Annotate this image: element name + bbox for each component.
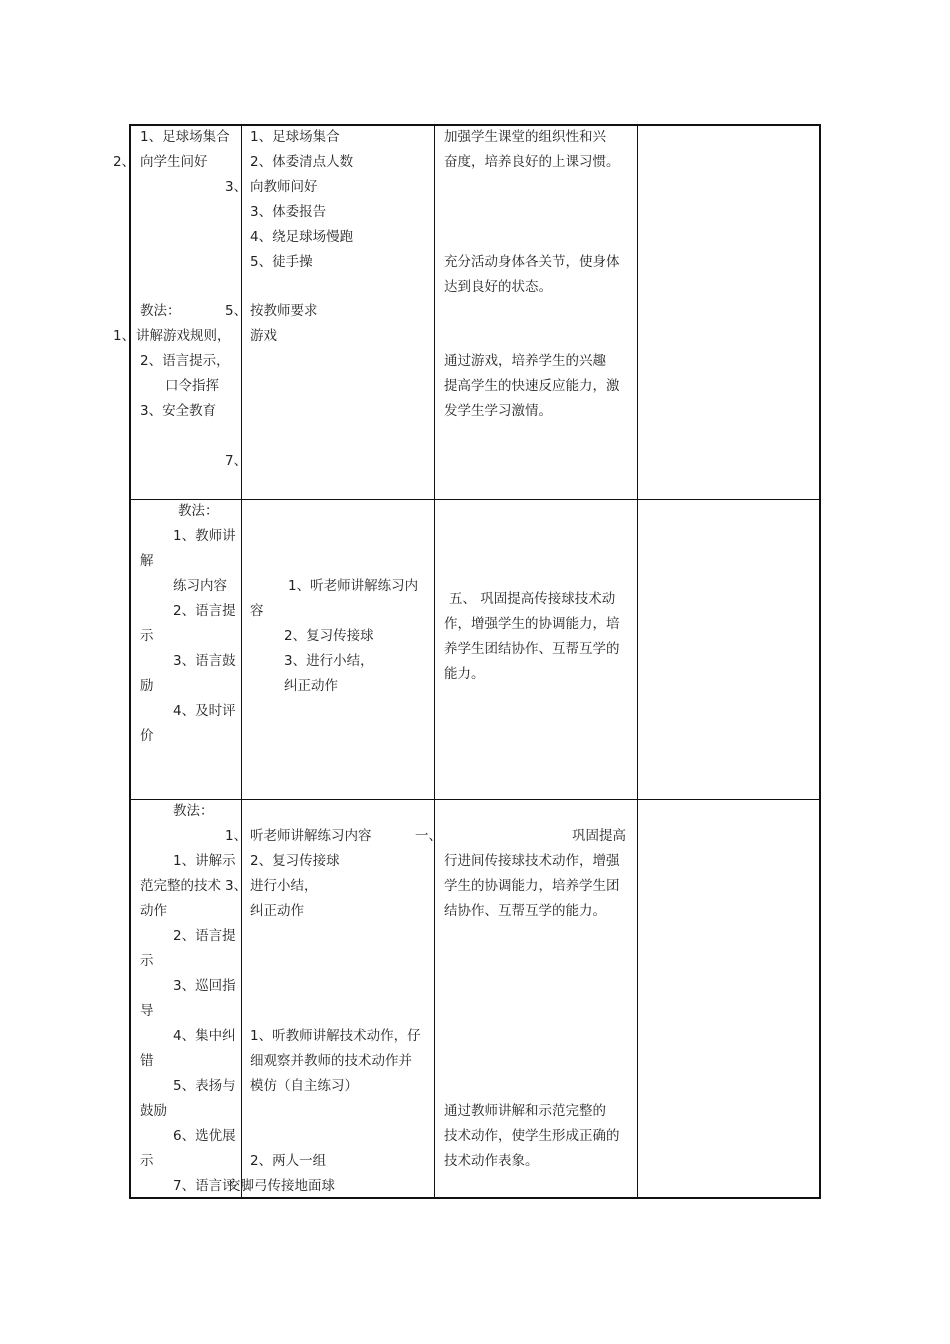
row2-col1-text: 解	[140, 553, 154, 569]
row3-col2-text: 模仿（自主练习）	[250, 1078, 358, 1094]
row3-col1-text: 4、集中纠	[173, 1028, 236, 1044]
row1-col2-text: 1、足球场集合	[250, 129, 340, 145]
row2-col1-text: 2、语言提	[173, 603, 236, 619]
row2-col1-text: 3、语言鼓	[173, 653, 236, 669]
row1-col3-text: 达到良好的状态。	[444, 279, 552, 295]
row1-col2-text: 2、体委清点人数	[250, 154, 354, 170]
row3-col3-text: 通过教师讲解和示范完整的	[444, 1103, 606, 1119]
row1-col3-text: 提高学生的快速反应能力，激	[444, 378, 620, 394]
row1-col1-text: 3、安全教育	[140, 403, 217, 419]
row3-col2-text: 2、复习传接球	[250, 853, 340, 869]
row3-col1-text: 2、语言提	[173, 928, 236, 944]
row3-col1-text: 1、讲解示	[173, 853, 236, 869]
row3-col1-text: 教法：	[173, 803, 214, 819]
row1-col1-text: 1、	[113, 328, 136, 344]
row2-col2-text: 2、复习传接球	[284, 628, 374, 644]
row2-col1-text: 1、教师讲	[173, 528, 236, 544]
row3-col2-text: 纠正动作	[250, 903, 304, 919]
row1-col1-text: 5、	[225, 303, 248, 319]
row3-col1-text: 动作	[140, 903, 167, 919]
row3-col2-text: 进行小结，	[250, 878, 318, 894]
row1-col3-text: 通过游戏，培养学生的兴趣	[444, 353, 606, 369]
row3-col3-text: 巩固提高	[572, 828, 626, 844]
row3-col1-text: 范完整的技术	[140, 878, 221, 894]
row1-col1-text: 2、语言提示，	[140, 353, 230, 369]
column-divider	[637, 124, 638, 1199]
row3-col3-text: 学生的协调能力，培养学生团	[444, 878, 620, 894]
column-divider	[434, 124, 435, 1199]
row1-col1-text: 口令指挥	[165, 378, 219, 394]
row1-col3-text: 充分活动身体各关节，使身体	[444, 254, 620, 270]
row3-col2-text: 2、两人一组	[250, 1153, 327, 1169]
row2-col1-text: 练习内容	[173, 578, 227, 594]
row1-col1-text: 7、	[225, 453, 248, 469]
row1-col1-text: 2、	[113, 154, 136, 170]
row3-col2-text: 一、	[415, 828, 442, 844]
row3-col1-text: 5、表扬与	[173, 1078, 236, 1094]
row2-col2-text: 容	[250, 603, 264, 619]
row1-col1-text: 教法：	[140, 303, 181, 319]
column-divider	[241, 124, 242, 1199]
row1-col1-text: 1、足球场集合	[140, 129, 230, 145]
row3-col2-text: 细观察并教师的技术动作并	[250, 1053, 412, 1069]
row3-col3-text: 结协作、互帮互学的能力。	[444, 903, 606, 919]
row1-col2-text: 按教师要求	[250, 303, 318, 319]
row3-col2-text: 交脚弓传接地面球	[227, 1178, 335, 1194]
row3-col1-text: 鼓励	[140, 1103, 167, 1119]
row2-col3-text: 能力。	[444, 666, 485, 682]
row2-col1-text: 价	[140, 728, 154, 744]
row1-col2-text: 4、绕足球场慢跑	[250, 229, 354, 245]
row1-col2-text: 向教师问好	[250, 179, 318, 195]
row3-col3-text: 技术动作，使学生形成正确的	[444, 1128, 620, 1144]
row1-col3-text: 发学生学习激情。	[444, 403, 552, 419]
row1-col2-text: 游戏	[250, 328, 277, 344]
row3-col1-text: 导	[140, 1003, 154, 1019]
row2-col3-text: 作，增强学生的协调能力，培	[444, 616, 620, 632]
row1-col2-text: 5、徒手操	[250, 254, 313, 270]
row3-col1-text: 1、	[225, 828, 248, 844]
row1-col2-text: 3、体委报告	[250, 204, 327, 220]
row3-col3-text: 技术动作表象。	[444, 1153, 539, 1169]
row-divider	[129, 799, 821, 800]
row2-col2-text: 1、听老师讲解练习内	[288, 578, 419, 594]
row2-col1-text: 教法：	[178, 503, 219, 519]
row3-col1-text: 3、	[225, 878, 248, 894]
row3-col1-text: 错	[140, 1053, 154, 1069]
row2-col2-text: 纠正动作	[284, 678, 338, 694]
row3-col1-text: 示	[140, 1153, 154, 1169]
row1-col1-text: 讲解游戏规则，	[136, 328, 231, 344]
row-divider	[129, 499, 821, 500]
row2-col3-text: 养学生团结协作、互帮互学的	[444, 641, 620, 657]
row3-col3-text: 行进间传接球技术动作，增强	[444, 853, 620, 869]
row1-col3-text: 加强学生课堂的组织性和兴	[444, 129, 606, 145]
row2-col2-text: 3、进行小结，	[284, 653, 374, 669]
row3-col1-text: 3、巡回指	[173, 978, 236, 994]
row1-col3-text: 奋度，培养良好的上课习惯。	[444, 154, 620, 170]
row3-col1-text: 7、语言评	[173, 1178, 236, 1194]
row3-col1-text: 示	[140, 953, 154, 969]
row3-col2-text: 1、听教师讲解技术动作，仔	[250, 1028, 421, 1044]
row2-col1-text: 示	[140, 628, 154, 644]
row3-col2-text: 听老师讲解练习内容	[250, 828, 372, 844]
row3-col1-text: 6、选优展	[173, 1128, 236, 1144]
row2-col3-text: 五、 巩固提高传接球技术动	[449, 591, 616, 607]
row2-col1-text: 励	[140, 678, 154, 694]
row1-col1-text: 向学生问好	[140, 154, 208, 170]
row1-col1-text: 3、	[225, 179, 248, 195]
row2-col1-text: 4、及时评	[173, 703, 236, 719]
